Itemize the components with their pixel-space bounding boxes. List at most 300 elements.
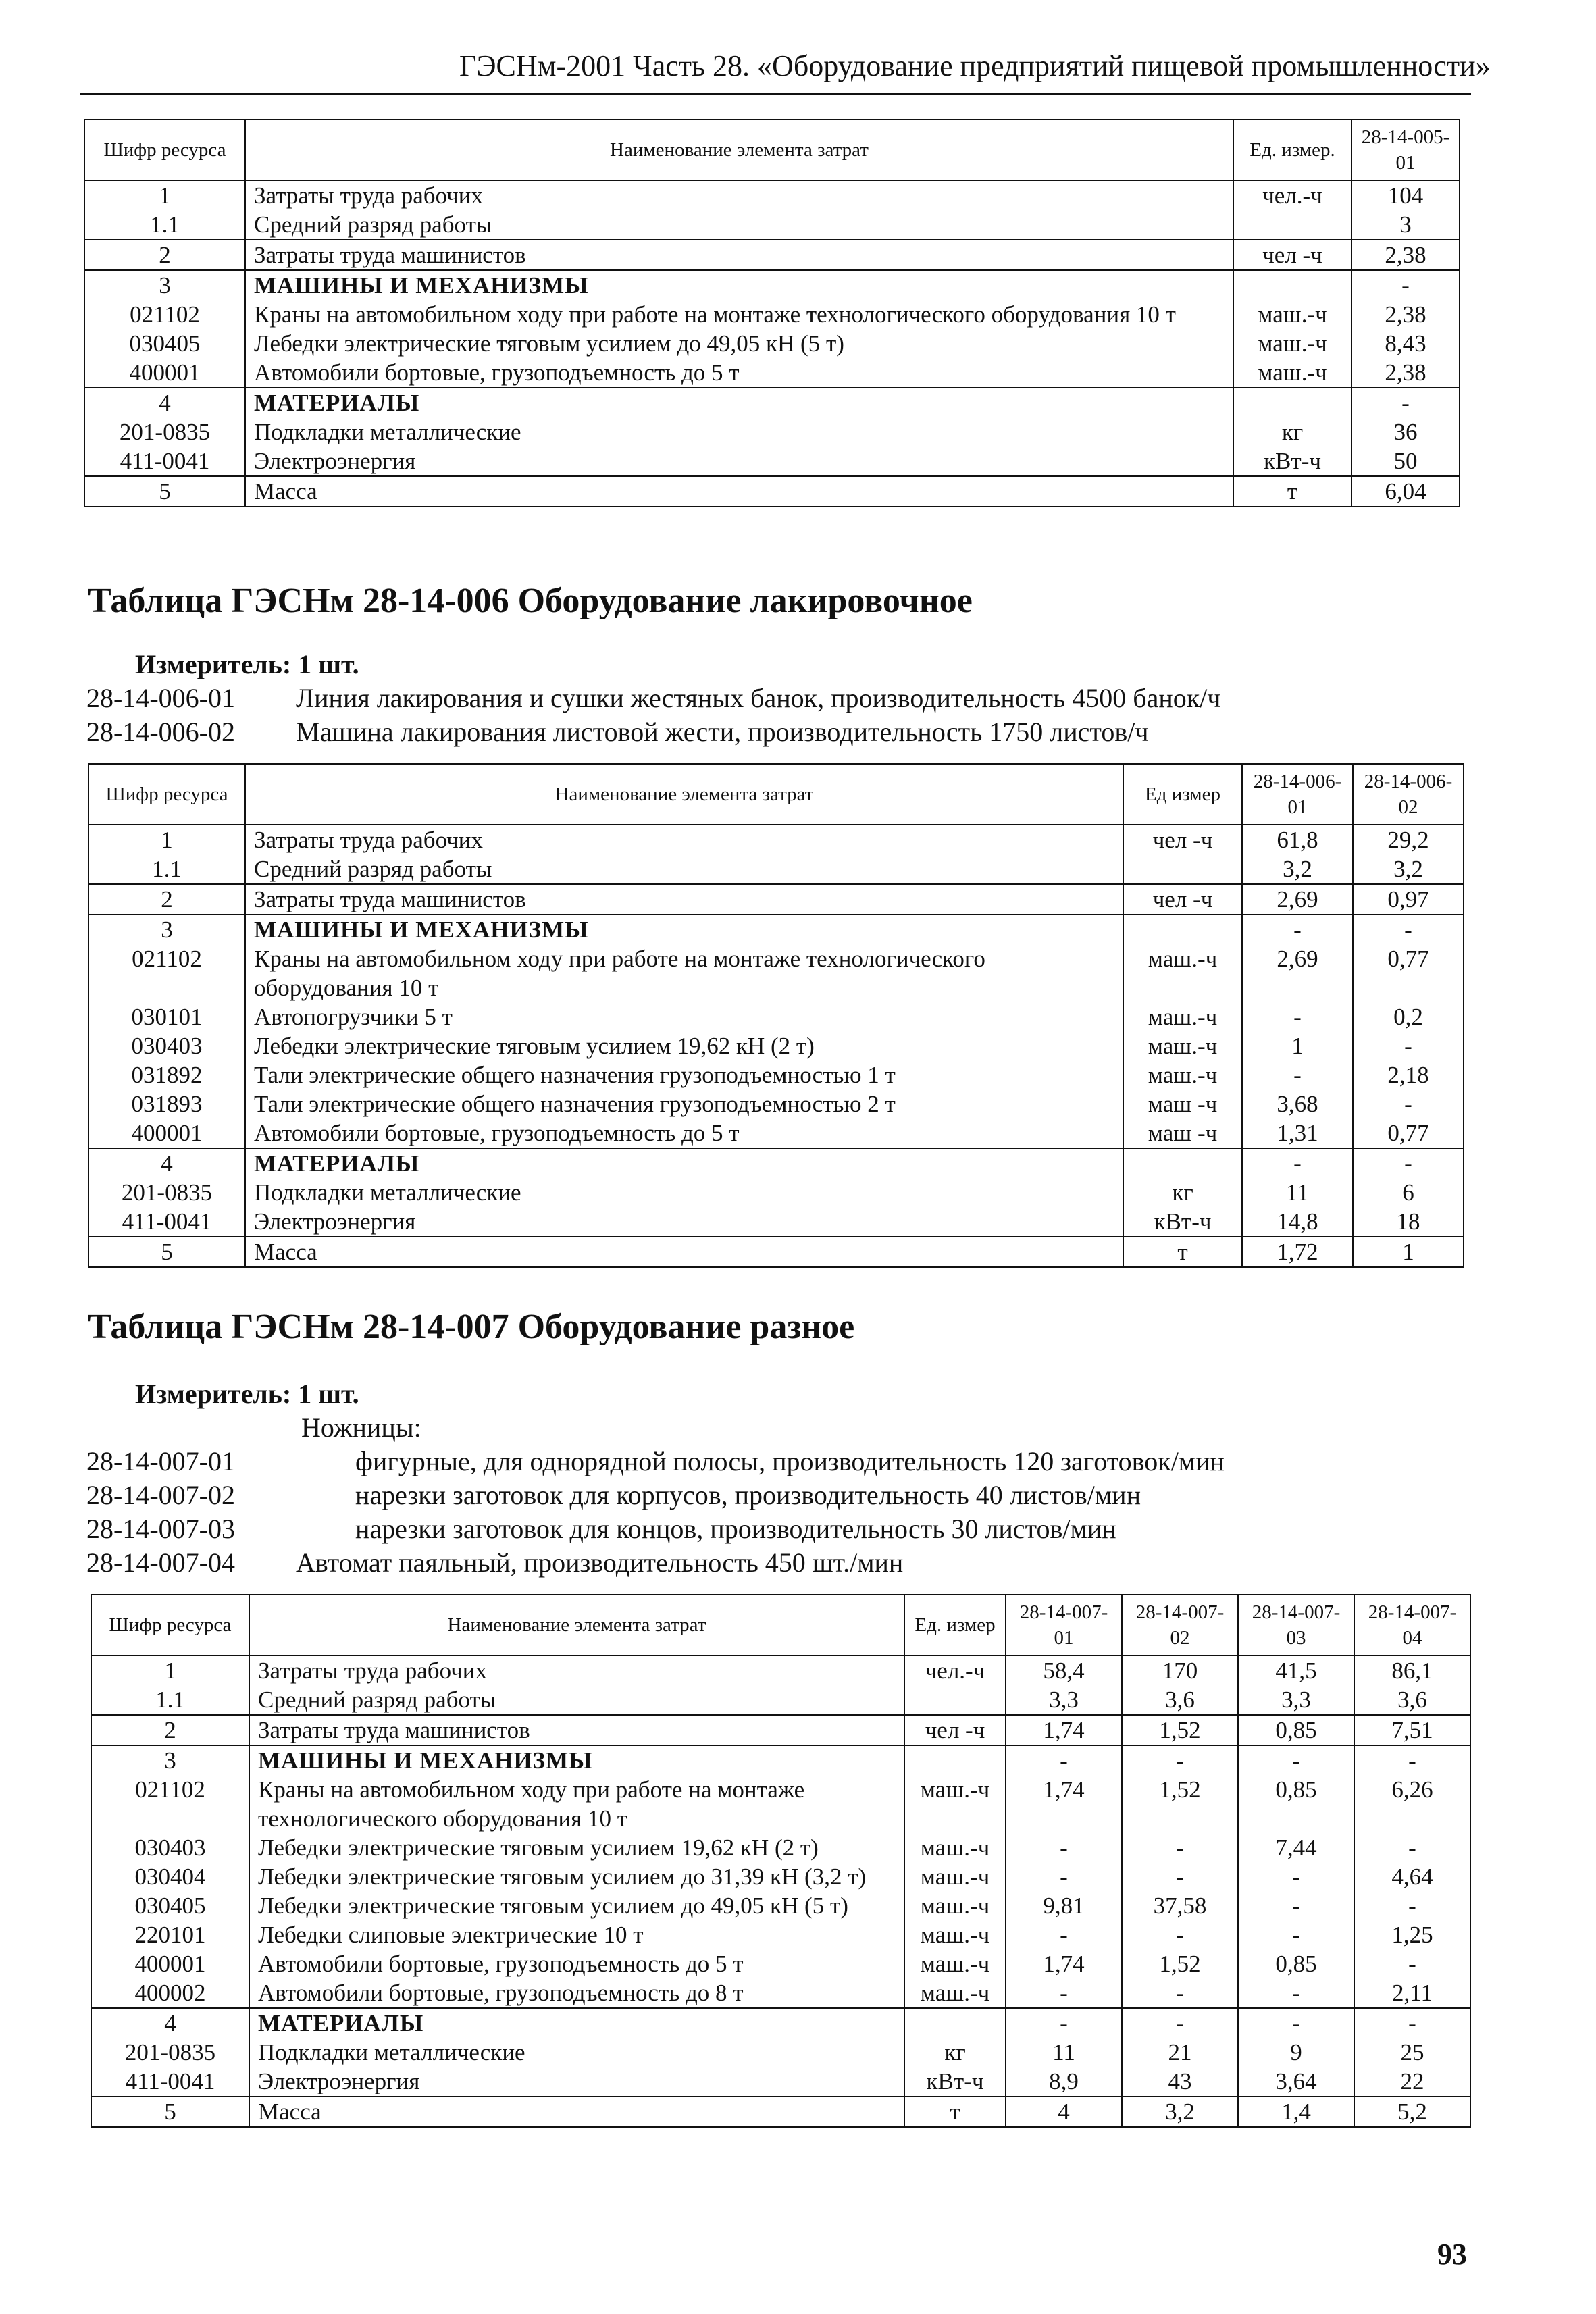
variant-code: 28-14-007-02 [86,1480,235,1510]
norm-value: 6,04 [1352,476,1460,507]
cost-element-name: Лебедки электрические тяговым усилием до 31,39 кН (3,2 т) [249,1862,904,1891]
unit-of-measure: чел -ч [1233,240,1352,270]
resource-code: 4 [88,1148,245,1178]
table-row [84,476,1460,507]
resource-code: 400001 [91,1949,249,1978]
norm-table-28-14-006 [88,763,1464,1268]
table-row [84,270,1460,300]
cost-element-name: Масса [245,476,1233,507]
norm-value: 25 [1354,2038,1470,2067]
resource-code: 1 [88,825,245,854]
cost-element-name: Лебедки электрические тяговым усилием 19,62 кН (2 т) [249,1833,904,1862]
cost-element-name: Масса [249,2097,904,2127]
norm-value: - [1352,388,1460,417]
norm-value: 50 [1352,446,1460,476]
col-header-code: Шифр ресурса [91,1595,249,1655]
norm-value: 8,43 [1352,329,1460,358]
norm-value: 0,97 [1353,884,1464,915]
resource-code: 201-0835 [91,2038,249,2067]
cost-element-name: Лебедки электрические тяговым усилием до 49,05 кН (5 т) [249,1891,904,1920]
cost-element-name: Лебедки электрические тяговым усилием до 49,05 кН (5 т) [245,329,1233,358]
norm-value: 6 [1353,1178,1464,1207]
norm-value: - [1006,1833,1122,1862]
table-row [84,446,1460,476]
section-heading: МАТЕРИАЛЫ [249,2008,904,2038]
variant-code: 28-14-006-02 [86,717,235,747]
unit-of-measure [904,2008,1006,2038]
resource-code: 2 [91,1715,249,1745]
resource-code: 1 [84,180,245,210]
norm-value: 5,2 [1354,2097,1470,2127]
norm-value: - [1353,1031,1464,1060]
section-heading: МАТЕРИАЛЫ [245,1148,1123,1178]
cost-element-name: Автомобили бортовые, грузоподъемность до 5 т [249,1949,904,1978]
col-header-norm: 28-14-007-03 [1238,1595,1354,1655]
cost-element-name: Подкладки металлические [245,417,1233,446]
norm-value: - [1242,915,1353,944]
resource-code: 4 [84,388,245,417]
cost-element-name: Краны на автомобильном ходу при работе на монтаже технологического оборудования 10 т [249,1775,904,1833]
section-heading: МАТЕРИАЛЫ [245,388,1233,417]
norm-value: - [1122,1745,1238,1775]
cost-element-name: Электроэнергия [245,1207,1123,1237]
table-row [91,1715,1470,1745]
norm-value: - [1353,1148,1464,1178]
resource-code: 411-0041 [91,2067,249,2097]
variant-code: 28-14-007-03 [86,1514,235,1544]
norm-value: 2,69 [1242,884,1353,915]
resource-code: 021102 [91,1775,249,1833]
unit-of-measure [904,1685,1006,1715]
cost-element-name: Затраты труда машинистов [249,1715,904,1745]
norm-value: 3,3 [1238,1685,1354,1715]
norm-value: - [1354,1833,1470,1862]
cost-element-name: Электроэнергия [245,446,1233,476]
unit-of-measure: маш.-ч [1233,300,1352,329]
meter-line [135,1378,359,1410]
table-row [91,1862,1470,1891]
norm-value: - [1006,1978,1122,2008]
norm-value: 6,26 [1354,1775,1470,1833]
variant-text: нарезки заготовок для корпусов, производительность 40 листов/мин [355,1480,1141,1510]
norm-value: - [1122,1862,1238,1891]
norm-table-28-14-005 [84,119,1460,507]
norm-value: 0,85 [1238,1775,1354,1833]
norm-value: 1,25 [1354,1920,1470,1949]
table-row [88,1178,1464,1207]
norm-value: 1,72 [1242,1237,1353,1267]
table-row [88,944,1464,1002]
col-header-norm: 28-14-005-01 [1352,120,1460,180]
table-row [84,180,1460,210]
table-row [84,329,1460,358]
norm-value: 61,8 [1242,825,1353,854]
norm-value: 21 [1122,2038,1238,2067]
table-row [91,1685,1470,1715]
resource-code: 030404 [91,1862,249,1891]
norm-value: - [1238,1920,1354,1949]
norm-value: 1,52 [1122,1715,1238,1745]
norm-value: - [1354,2008,1470,2038]
col-header-norm: 28-14-007-04 [1354,1595,1470,1655]
norm-value: 9,81 [1006,1891,1122,1920]
norm-value: - [1354,1745,1470,1775]
norm-value: 2,38 [1352,358,1460,388]
unit-of-measure: чел -ч [1123,825,1242,854]
cost-element-name: Тали электрические общего назначения грузоподъемностью 1 т [245,1060,1123,1089]
unit-of-measure: т [904,2097,1006,2127]
cost-element-name: Электроэнергия [249,2067,904,2097]
resource-code: 030101 [88,1002,245,1031]
table-row [88,1237,1464,1267]
resource-code: 400001 [84,358,245,388]
variant-group-label: Ножницы: [301,1412,421,1443]
norm-value: - [1238,1862,1354,1891]
resource-code: 5 [84,476,245,507]
norm-value: - [1354,1891,1470,1920]
norm-value: 3,64 [1238,2067,1354,2097]
variant-text: Машина лакирования листовой жести, производительность 1750 листов/ч [296,717,1149,747]
norm-value: 2,38 [1352,300,1460,329]
unit-of-measure: маш.-ч [1123,1060,1242,1089]
norm-value: - [1006,1862,1122,1891]
unit-of-measure: маш.-ч [1123,1002,1242,1031]
cost-element-name: Затраты труда рабочих [245,825,1123,854]
cost-element-name: Средний разряд работы [249,1685,904,1715]
table-row [88,1207,1464,1237]
norm-value: - [1354,1949,1470,1978]
norm-value: - [1238,1891,1354,1920]
norm-value: 7,44 [1238,1833,1354,1862]
table-row [84,240,1460,270]
norm-value: 29,2 [1353,825,1464,854]
running-header: ГЭСНм-2001 Часть 28. «Оборудование предприятий пищевой промышленности» [459,49,1491,82]
cost-element-name: Подкладки металлические [245,1178,1123,1207]
norm-value: 0,2 [1353,1002,1464,1031]
norm-value: - [1353,1089,1464,1119]
table-row [88,884,1464,915]
norm-value: 4 [1006,2097,1122,2127]
norm-value: - [1238,1978,1354,2008]
cost-element-name: Средний разряд работы [245,854,1123,884]
cost-element-name: Краны на автомобильном ходу при работе на монтаже технологического оборудования 10 т [245,300,1233,329]
unit-of-measure: маш -ч [1123,1089,1242,1119]
cost-element-name: Автомобили бортовые, грузоподъемность до 5 т [245,358,1233,388]
norm-value: 0,85 [1238,1949,1354,1978]
unit-of-measure: чел -ч [904,1715,1006,1745]
unit-of-measure [1123,854,1242,884]
norm-value: 1 [1242,1031,1353,1060]
unit-of-measure: маш.-ч [904,1775,1006,1833]
norm-value: - [1122,2008,1238,2038]
norm-value: 37,58 [1122,1891,1238,1920]
table-row [91,1833,1470,1862]
norm-value: 58,4 [1006,1655,1122,1685]
norm-value: 14,8 [1242,1207,1353,1237]
cost-element-name: Затраты труда рабочих [249,1655,904,1685]
unit-of-measure: маш.-ч [904,1833,1006,1862]
norm-table-28-14-007 [91,1594,1471,2128]
norm-value: - [1242,1148,1353,1178]
table-row [91,2038,1470,2067]
unit-of-measure: кг [1233,417,1352,446]
cost-element-name: Автомобили бортовые, грузоподъемность до 5 т [245,1119,1123,1148]
variant-text: Линия лакирования и сушки жестяных банок, производительность 4500 банок/ч [296,683,1221,713]
page-number: 93 [1437,2238,1467,2271]
resource-code: 030405 [84,329,245,358]
norm-value: 0,77 [1353,944,1464,1002]
table-row [91,1655,1470,1685]
norm-value: 4,64 [1354,1862,1470,1891]
table-row [88,915,1464,944]
resource-code: 031892 [88,1060,245,1089]
col-header-norm: 28-14-007-01 [1006,1595,1122,1655]
meter-label: Измеритель: [135,1379,292,1409]
norm-value: - [1238,2008,1354,2038]
table-row [91,1949,1470,1978]
norm-value: 2,11 [1354,1978,1470,2008]
section-heading: МАШИНЫ И МЕХАНИЗМЫ [245,270,1233,300]
table-row [88,825,1464,854]
cost-element-name: Автопогрузчики 5 т [245,1002,1123,1031]
resource-code: 220101 [91,1920,249,1949]
cost-element-name: Тали электрические общего назначения грузоподъемностью 2 т [245,1089,1123,1119]
norm-value: 9 [1238,2038,1354,2067]
cost-element-name: Средний разряд работы [245,210,1233,240]
table-row [91,1978,1470,2008]
unit-of-measure: чел.-ч [904,1655,1006,1685]
table-header-row [84,120,1460,180]
norm-value: 3,3 [1006,1685,1122,1715]
unit-of-measure [904,1745,1006,1775]
norm-value: 1,31 [1242,1119,1353,1148]
norm-value: - [1242,1060,1353,1089]
unit-of-measure: маш.-ч [904,1862,1006,1891]
table-row [91,1891,1470,1920]
col-header-norm: 28-14-006-01 [1242,764,1353,825]
cost-element-name: Краны на автомобильном ходу при работе на монтаже технологического оборудования 10 т [245,944,1123,1002]
norm-value: - [1122,1833,1238,1862]
norm-value: - [1006,1920,1122,1949]
unit-of-measure: чел -ч [1123,884,1242,915]
cost-element-name: Лебедки электрические тяговым усилием 19,62 кН (2 т) [245,1031,1123,1060]
norm-value: 104 [1352,180,1460,210]
resource-code: 3 [91,1745,249,1775]
table-row [91,1920,1470,1949]
unit-of-measure: чел.-ч [1233,180,1352,210]
unit-of-measure: маш -ч [1123,1119,1242,1148]
unit-of-measure: маш.-ч [1233,358,1352,388]
table-row [88,1031,1464,1060]
resource-code: 4 [91,2008,249,2038]
norm-value: - [1352,270,1460,300]
cost-element-name: Затраты труда машинистов [245,240,1233,270]
norm-value: 2,18 [1353,1060,1464,1089]
resource-code: 400002 [91,1978,249,2008]
section-heading: МАШИНЫ И МЕХАНИЗМЫ [249,1745,904,1775]
resource-code: 1.1 [84,210,245,240]
col-header-name: Наименование элемента затрат [245,764,1123,825]
norm-value: 1,52 [1122,1949,1238,1978]
table-header-row [88,764,1464,825]
norm-value: 3,2 [1242,854,1353,884]
resource-code: 5 [88,1237,245,1267]
norm-value: - [1122,1978,1238,2008]
norm-value: 7,51 [1354,1715,1470,1745]
norm-value: 3,6 [1354,1685,1470,1715]
unit-of-measure: маш.-ч [1123,944,1242,1002]
norm-value: 3,6 [1122,1685,1238,1715]
resource-code: 031893 [88,1089,245,1119]
unit-of-measure: маш.-ч [904,1920,1006,1949]
norm-value: 1,4 [1238,2097,1354,2127]
col-header-code: Шифр ресурса [84,120,245,180]
norm-value: 1,74 [1006,1715,1122,1745]
norm-value: 3,68 [1242,1089,1353,1119]
table-row [84,358,1460,388]
resource-code: 201-0835 [84,417,245,446]
norm-value: 0,85 [1238,1715,1354,1745]
norm-value: 1 [1353,1237,1464,1267]
unit-of-measure: маш.-ч [904,1891,1006,1920]
norm-value: 1,74 [1006,1949,1122,1978]
norm-value: - [1006,2008,1122,2038]
norm-value: 3,2 [1122,2097,1238,2127]
resource-code: 3 [88,915,245,944]
variant-text: фигурные, для однорядной полосы, производительность 120 заготовок/мин [355,1446,1225,1476]
norm-value: 8,9 [1006,2067,1122,2097]
col-header-name: Наименование элемента затрат [245,120,1233,180]
table-row [84,300,1460,329]
resource-code: 1.1 [88,854,245,884]
unit-of-measure: кВт-ч [1123,1207,1242,1237]
variant-text: нарезки заготовок для концов, производительность 30 листов/мин [355,1514,1116,1544]
norm-value: 2,69 [1242,944,1353,1002]
meter-value: 1 шт. [298,1379,359,1409]
resource-code: 400001 [88,1119,245,1148]
norm-value: 2,38 [1352,240,1460,270]
col-header-unit: Ед. измер. [1233,120,1352,180]
cost-element-name: Затраты труда рабочих [245,180,1233,210]
table-row [88,1060,1464,1089]
resource-code: 5 [91,2097,249,2127]
norm-value: - [1353,915,1464,944]
col-header-unit: Ед. измер [904,1595,1006,1655]
col-header-name: Наименование элемента затрат [249,1595,904,1655]
resource-code: 030403 [91,1833,249,1862]
unit-of-measure [1123,915,1242,944]
cost-element-name: Подкладки металлические [249,2038,904,2067]
table-header-row [91,1595,1470,1655]
col-header-code: Шифр ресурса [88,764,245,825]
norm-value: - [1242,1002,1353,1031]
table-row [88,854,1464,884]
norm-value: - [1006,1745,1122,1775]
unit-of-measure: маш.-ч [1123,1031,1242,1060]
table-row [91,2008,1470,2038]
resource-code: 030405 [91,1891,249,1920]
resource-code: 3 [84,270,245,300]
meter-label: Измеритель: [135,649,292,679]
variant-text: Автомат паяльный, производительность 450 шт./мин [296,1547,904,1578]
cost-element-name: Затраты труда машинистов [245,884,1123,915]
unit-of-measure: кг [904,2038,1006,2067]
unit-of-measure [1233,388,1352,417]
norm-value: 1,52 [1122,1775,1238,1833]
cost-element-name: Масса [245,1237,1123,1267]
resource-code: 411-0041 [84,446,245,476]
norm-value: 43 [1122,2067,1238,2097]
variant-code: 28-14-007-04 [86,1547,235,1578]
norm-value: 36 [1352,417,1460,446]
unit-of-measure [1233,210,1352,240]
col-header-norm: 28-14-007-02 [1122,1595,1238,1655]
unit-of-measure: т [1123,1237,1242,1267]
resource-code: 2 [84,240,245,270]
resource-code: 030403 [88,1031,245,1060]
unit-of-measure: кВт-ч [1233,446,1352,476]
norm-value: 3 [1352,210,1460,240]
unit-of-measure: т [1233,476,1352,507]
norm-value: 170 [1122,1655,1238,1685]
unit-of-measure: кг [1123,1178,1242,1207]
col-header-unit: Ед измер [1123,764,1242,825]
resource-code: 2 [88,884,245,915]
table-row [88,1119,1464,1148]
unit-of-measure: маш.-ч [904,1949,1006,1978]
norm-value: 3,2 [1353,854,1464,884]
variant-code: 28-14-007-01 [86,1446,235,1476]
table-row [91,1775,1470,1833]
meter-value: 1 шт. [298,649,359,679]
meter-line [135,648,359,680]
norm-value: - [1122,1920,1238,1949]
cost-element-name: Автомобили бортовые, грузоподъемность до 8 т [249,1978,904,2008]
norm-value: 22 [1354,2067,1470,2097]
resource-code: 201-0835 [88,1178,245,1207]
resource-code: 021102 [88,944,245,1002]
norm-value: 86,1 [1354,1655,1470,1685]
resource-code: 411-0041 [88,1207,245,1237]
unit-of-measure: маш.-ч [1233,329,1352,358]
norm-value: 11 [1006,2038,1122,2067]
norm-value: 11 [1242,1178,1353,1207]
unit-of-measure [1123,1148,1242,1178]
table-title: Таблица ГЭСНм 28-14-007 Оборудование разное [88,1308,855,1346]
table-row [84,388,1460,417]
table-row [84,417,1460,446]
unit-of-measure [1233,270,1352,300]
table-row [84,210,1460,240]
norm-value: 1,74 [1006,1775,1122,1833]
resource-code: 021102 [84,300,245,329]
table-row [91,2067,1470,2097]
variant-code: 28-14-006-01 [86,683,235,713]
norm-value: 18 [1353,1207,1464,1237]
table-row [91,2097,1470,2127]
cost-element-name: Лебедки слиповые электрические 10 т [249,1920,904,1949]
table-row [88,1002,1464,1031]
unit-of-measure: маш.-ч [904,1978,1006,2008]
table-row [91,1745,1470,1775]
header-rule [80,93,1471,95]
table-row [88,1148,1464,1178]
resource-code: 1 [91,1655,249,1685]
table-title: Таблица ГЭСНм 28-14-006 Оборудование лакировочное [88,582,973,620]
section-heading: МАШИНЫ И МЕХАНИЗМЫ [245,915,1123,944]
norm-value: 0,77 [1353,1119,1464,1148]
table-row [88,1089,1464,1119]
